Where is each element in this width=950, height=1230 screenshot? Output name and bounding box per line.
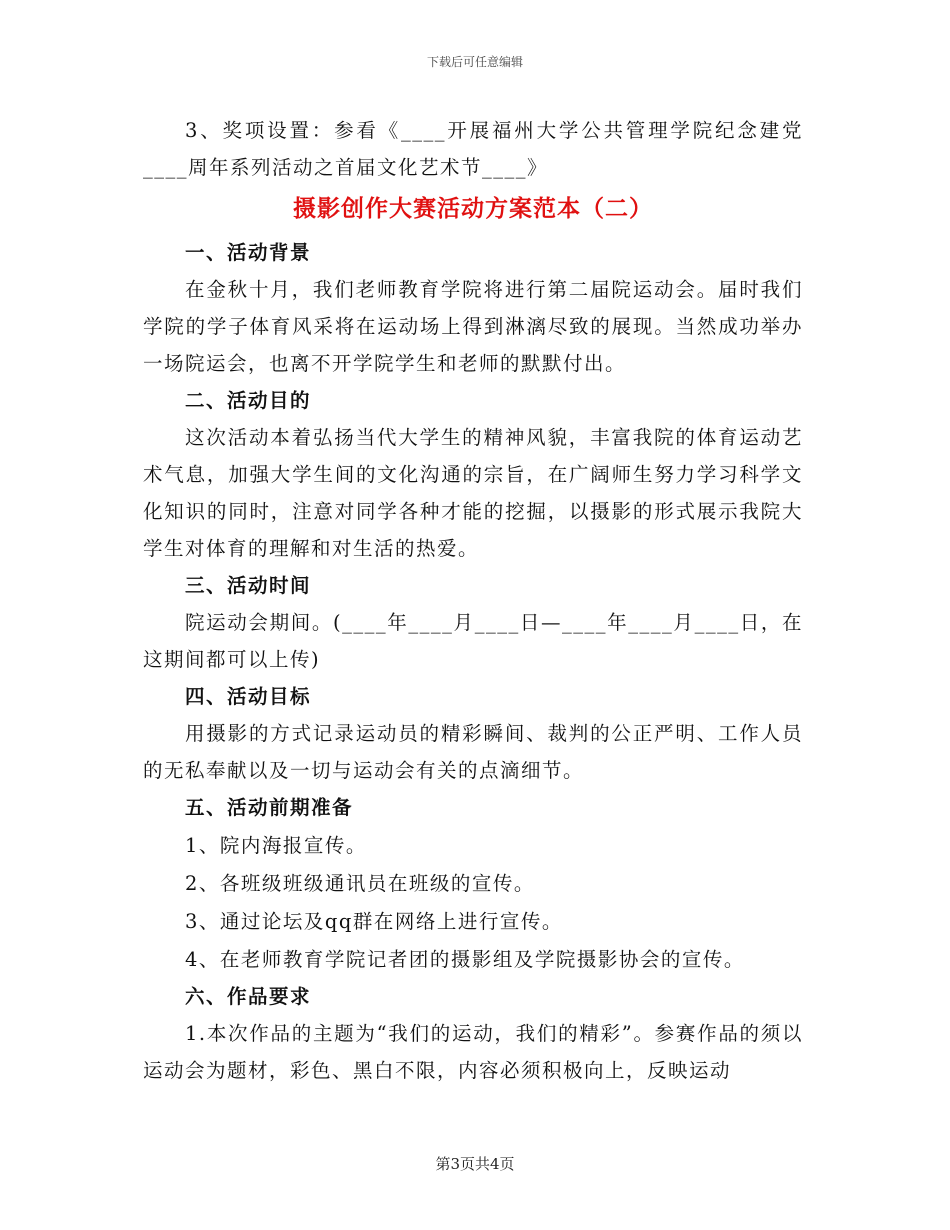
section-paragraph-time: 院运动会期间。(____年____月____日—____年____月____日，在这期间都可以上传)	[143, 611, 803, 671]
section-heading-requirements: 六、作品要求	[185, 985, 312, 1008]
preparation-item: 3、通过论坛及qq群在网络上进行宣传。	[185, 910, 563, 933]
preparation-item: 2、各班级班级通讯员在班级的宣传。	[185, 872, 535, 895]
section-heading-background: 一、活动背景	[185, 241, 312, 264]
preparation-item: 1、院内海报宣传。	[185, 834, 367, 857]
section-heading-goal: 四、活动目标	[185, 685, 312, 708]
section-paragraph-purpose: 这次活动本着弘扬当代大学生的精神风貌，丰富我院的体育运动艺术气息，加强大学生间的文化沟通的宗旨，在广阔师生努力学习科学文化知识的同时，注意对同学各种才能的挖掘，以摄影的形式展示我院大学生对体育的理解和对生活的热爱。	[143, 426, 803, 560]
page-number-footer: 第3页共4页	[435, 1155, 515, 1173]
header-note: 下载后可任意编辑	[426, 55, 523, 69]
section-paragraph-goal: 用摄影的方式记录运动员的精彩瞬间、裁判的公正严明、工作人员的无私奉献以及一切与运动会有关的点滴细节。	[143, 722, 803, 782]
section-heading-preparation: 五、活动前期准备	[185, 796, 354, 819]
section-paragraph-background: 在金秋十月，我们老师教育学院将进行第二届院运动会。届时我们学院的学子体育风采将在运动场上得到淋漓尽致的展现。当然成功举办一场院运会，也离不开学院学生和老师的默默付出。	[143, 278, 803, 375]
section-heading-purpose: 二、活动目的	[185, 389, 312, 412]
award-paragraph: 3、奖项设置：参看《____开展福州大学公共管理学院纪念建党____周年系列活动之首届文化艺术节____》	[143, 119, 803, 179]
document-body	[143, 112, 803, 1089]
preparation-item: 4、在老师教育学院记者团的摄影组及学院摄影协会的宣传。	[185, 948, 745, 971]
section-paragraph-requirements: 1.本次作品的主题为“我们的运动，我们的精彩”。参赛作品的须以运动会为题材，彩色、黑白不限，内容必须积极向上，反映运动	[143, 1022, 803, 1082]
section-heading-time: 三、活动时间	[185, 574, 312, 597]
document-title: 摄影创作大赛活动方案范本（二）	[293, 196, 653, 222]
